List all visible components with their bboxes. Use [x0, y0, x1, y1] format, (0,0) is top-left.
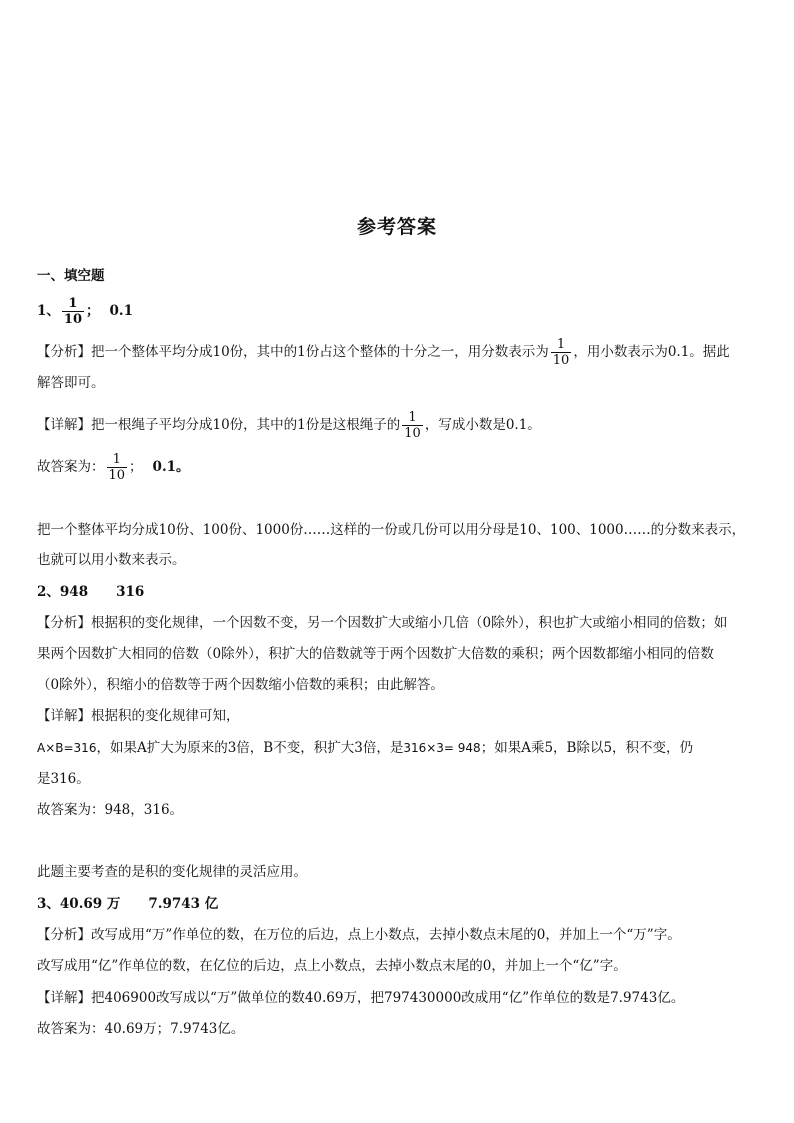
q3-answer-1: 40.69 万 [59, 896, 121, 912]
q2-answer-1: 948 [59, 584, 89, 600]
q1-separator: ； [86, 303, 100, 319]
q2-note: 此题主要考查的是积的变化规律的灵活应用。 [37, 864, 307, 880]
q3-analysis-line-1: 【分析】改写成用“万”作单位的数，在万位的后边，点上小数点，去掉小数点末尾的0，并加上一个“万”字。 [37, 927, 681, 943]
q2-answer-summary: 故答案为：948，316。 [37, 802, 184, 818]
q2-detail-line-2 [37, 739, 693, 757]
q2-answer-line [37, 583, 144, 601]
q1-answer-decimal: 0.1。 [152, 459, 190, 475]
q2-detail-expression-2: 316×3= 948 [403, 741, 481, 755]
fraction-numerator: 1 [107, 452, 128, 468]
q1-analysis-text-a: 【分析】把一个整体平均分成10份，其中的1份占这个整体的十分之一，用分数表示为 [37, 344, 549, 360]
q1-note-line-1: 把一个整体平均分成10份、100份、1000份……这样的一份或几份可以用分母是10、100、1000……的分数来表示， [37, 522, 746, 538]
q2-detail-line-1: 【详解】根据积的变化规律可知， [37, 708, 240, 724]
q3-number: 3、 [37, 896, 60, 912]
q2-detail-expression-1: A×B=316 [37, 741, 97, 755]
q1-analysis-line-1 [37, 337, 730, 368]
q1-detail-text-b: ，写成小数是0.1。 [424, 417, 541, 433]
q2-detail-text-b: ，如果A扩大为原来的3倍，B不变，积扩大3倍，是 [96, 740, 404, 756]
q3-answer-line [37, 895, 218, 913]
q1-fraction [62, 296, 84, 327]
section-heading: 一、填空题 [37, 268, 105, 284]
q1-answer-separator: ； [129, 459, 143, 475]
q1-analysis-line-2: 解答即可。 [37, 375, 105, 391]
q2-analysis-line-3: （0除外），积缩小的倍数等于两个因数缩小倍数的乘积；由此解答。 [37, 677, 444, 693]
q3-detail-line: 【详解】把406900改写成以“万”做单位的数40.69万，把797430000改成用“亿”作单位的数是7.9743亿。 [37, 990, 685, 1006]
q1-number: 1、 [37, 303, 60, 319]
q1-detail-fraction [402, 410, 423, 441]
q2-detail-line-3: 是316。 [37, 771, 90, 787]
q1-answer-line [37, 296, 133, 327]
q3-answer-2: 7.9743 亿 [148, 896, 219, 912]
q1-note-line-2: 也就可以用小数来表示。 [37, 552, 186, 568]
q1-analysis-fraction [551, 337, 572, 368]
q3-analysis-line-2: 改写成用“亿”作单位的数，在亿位的后边，点上小数点，去掉小数点末尾的0，并加上一个“亿”字。 [37, 958, 627, 974]
q2-number: 2、 [37, 584, 60, 600]
q1-decimal: 0.1 [109, 303, 133, 319]
q2-answer-2: 316 [116, 584, 145, 600]
q1-detail-line [37, 410, 541, 441]
q1-fraction-denominator: 10 [63, 312, 82, 327]
q1-detail-text-a: 【详解】把一根绳子平均分成10份，其中的1份是这根绳子的 [37, 417, 401, 433]
fraction-denominator: 10 [552, 353, 570, 368]
fraction-numerator: 1 [551, 337, 572, 353]
q1-answer-label: 故答案为： [37, 459, 105, 475]
fraction-numerator: 1 [402, 410, 423, 426]
q1-answer-summary [37, 452, 190, 483]
fraction-denominator: 10 [404, 426, 421, 441]
q2-analysis-line-2: 果两个因数扩大相同的倍数（0除外），积扩大的倍数就等于两个因数扩大倍数的乘积；两个因数都缩小相同的倍数 [37, 646, 714, 662]
q1-answer-fraction [107, 452, 128, 483]
page-title: 参考答案 [356, 216, 437, 238]
fraction-denominator: 10 [108, 468, 126, 483]
q2-analysis-line-1: 【分析】根据积的变化规律，一个因数不变，另一个因数扩大或缩小几倍（0除外），积也扩大或缩小相同的倍数；如 [37, 615, 728, 631]
q3-answer-summary: 故答案为：40.69万；7.9743亿。 [37, 1021, 245, 1037]
q2-detail-text-d: ；如果A乘5，B除以5，积不变，仍 [480, 740, 694, 756]
q1-analysis-text-b: ，用小数表示为0.1。据此 [573, 344, 730, 360]
q1-fraction-numerator: 1 [62, 296, 84, 312]
